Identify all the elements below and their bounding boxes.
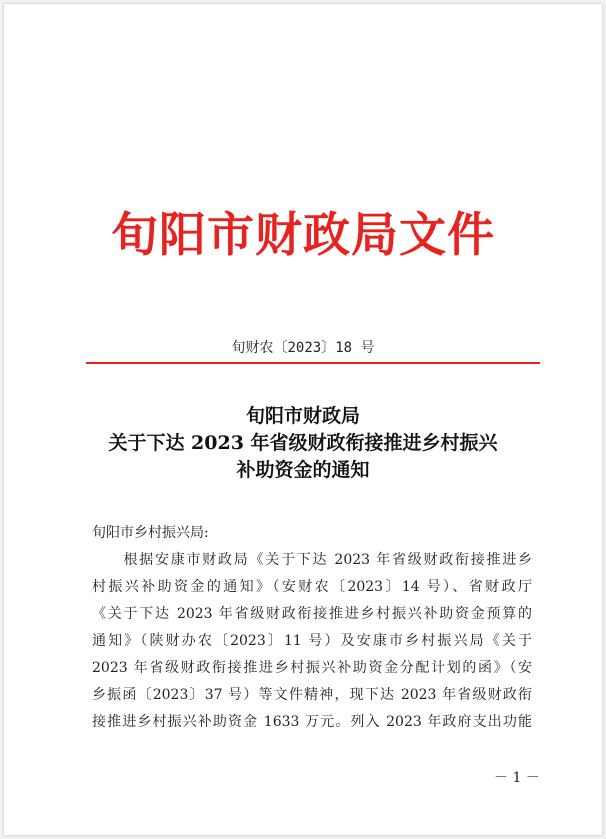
document-page bbox=[4, 4, 602, 835]
document-number: 旬财农〔2023〕18 号 bbox=[231, 340, 375, 356]
notice-title bbox=[4, 403, 602, 484]
issuing-authority-header: 旬阳市财政局文件 bbox=[111, 208, 495, 263]
body-text bbox=[92, 520, 532, 736]
body-line: 接推进乡村振兴补助资金 1633 万元。列入 2023 年政府支出功能 bbox=[92, 714, 532, 730]
body-line: 乡振函〔2023〕37 号）等文件精神，现下达 2023 年省级财政衔 bbox=[92, 687, 532, 703]
body-line: 通知》（陕财办农〔2023〕11 号）及安康市乡村振兴局《关于 bbox=[92, 633, 532, 649]
body-line: 根据安康市财政局《关于下达 2023 年省级财政衔接推进乡 bbox=[92, 552, 532, 568]
body-line: 2023 年省级财政衔接推进乡村振兴补助资金分配计划的函》（安 bbox=[92, 660, 532, 676]
notice-title-line: 补助资金的通知 bbox=[236, 459, 370, 481]
page-number: － 1 － bbox=[494, 770, 540, 786]
body-line: 村振兴补助资金的通知》（安财农〔2023〕14 号）、省财政厅 bbox=[92, 579, 532, 595]
notice-title-line: 关于下达 2023 年省级财政衔接推进乡村振兴 bbox=[108, 432, 498, 454]
notice-title-line: 旬阳市财政局 bbox=[245, 405, 360, 427]
addressee: 旬阳市乡村振兴局: bbox=[92, 525, 209, 541]
red-separator-line bbox=[86, 362, 540, 364]
body-line: 《关于下达 2023 年省级财政衔接推进乡村振兴补助资金预算的 bbox=[92, 606, 532, 622]
